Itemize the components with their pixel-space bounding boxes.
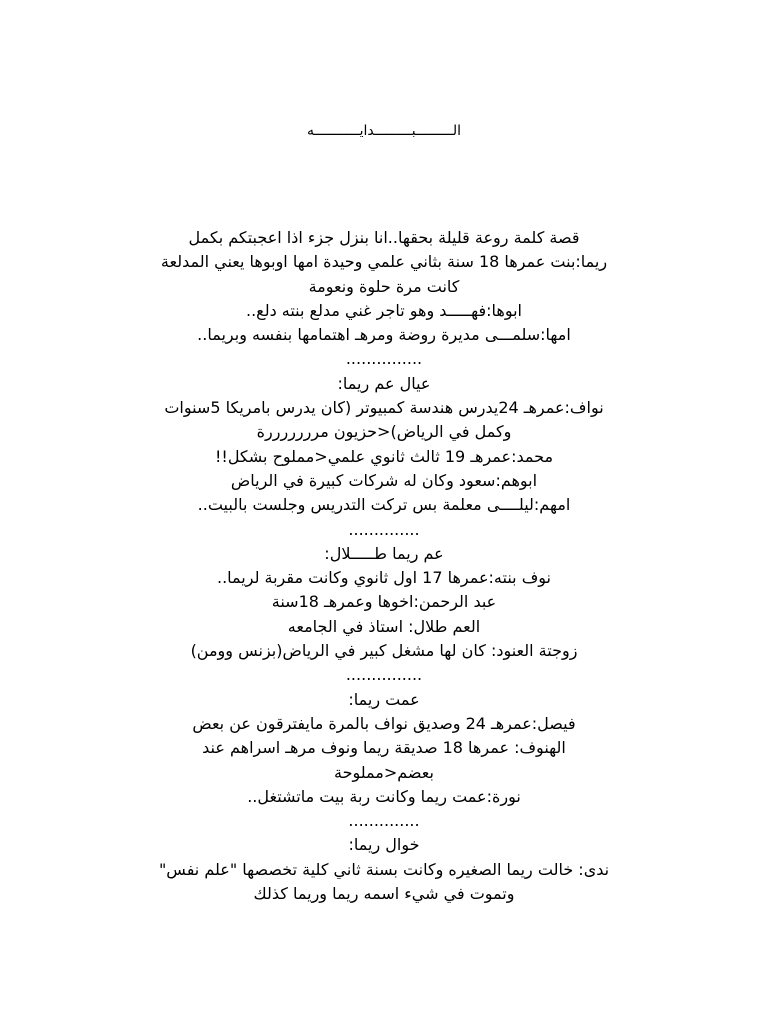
text-line: العم طلال: استاذ في الجامعه <box>287 616 481 636</box>
text-line: عم ريما طـــــلال: <box>324 543 444 563</box>
text-line: نواف:عمرهـ 24يدرس هندسة كمبيوتر (كان يدرس بامريكا 5سنوات <box>164 398 604 418</box>
text-line: عبد الرحمن:اخوها وعمرهـ 18سنة <box>271 592 497 612</box>
text-line: فيصل:عمرهـ 24 وصديق نواف بالمرة مايفترقون عن بعض <box>192 713 576 733</box>
text-line: زوجتة العنود: كان لها مشغل كبير في الرياض(بزنس وومن) <box>190 641 578 661</box>
text-line: بعضم<مملوحة <box>334 762 434 782</box>
text-line: .............. <box>348 519 420 539</box>
text-line: .............. <box>348 811 420 831</box>
text-line: نوف بنته:عمرها 17 اول ثانوي وكانت مقربة لريما.. <box>216 568 551 588</box>
text-line: ريما:بنت عمرها 18 سنة بثاني علمي وحيدة امها اوبوها يعني المدلعة <box>160 252 608 272</box>
text-line: عمت ريما: <box>348 689 420 709</box>
text-line: الهنوف: عمرها 18 صديقة ريما ونوف مرهـ اسراهم عند <box>202 738 566 758</box>
text-line: محمد:عمرهـ 19 ثالث ثانوي علمي<مملوح بشكل!! <box>214 446 554 466</box>
text-line: امها:سلمـــى مديرة روضة ومرهـ اهتمامها بنفسه وبريما.. <box>197 325 571 345</box>
text-line: عيال عم ريما: <box>337 373 431 393</box>
text-line: وتموت في شيء اسمه ريما وريما كذلك <box>253 884 515 904</box>
text-line: ندى: خالت ريما الصغيره وكانت بسنة ثاني كلية تخصصها "علم نفس" <box>158 859 610 879</box>
text-line: وكمل في الرياض)<حزيون مرررررررة <box>256 422 512 442</box>
text-line: كانت مرة حلوة ونعومة <box>308 276 460 296</box>
text-line: نورة:عمت ريما وكانت ربة بيت ماتشتغل.. <box>247 786 521 806</box>
text-line: قصة كلمة روعة قليلة بحقها..انا بنزل جزء اذا اعجبتكم بكمل <box>188 228 580 247</box>
text-line: ابوها:فهـــــد وهو تاجر غني مدلع بنته دلع.. <box>246 300 522 320</box>
text-line: ............... <box>345 349 423 369</box>
text-line: ابوهم:سعود وكان له شركات كبيرة في الرياض <box>230 470 538 490</box>
text-line: خوال ريما: <box>348 835 420 855</box>
story-body <box>100 226 668 906</box>
text-line: ............... <box>345 665 423 685</box>
text-line: امهم:ليلــــى معلمة بس تركت التدريس وجلست بالبيت.. <box>197 495 571 515</box>
document-title: الـــــــــبـــــــــدايـــــــــــه <box>307 123 461 139</box>
